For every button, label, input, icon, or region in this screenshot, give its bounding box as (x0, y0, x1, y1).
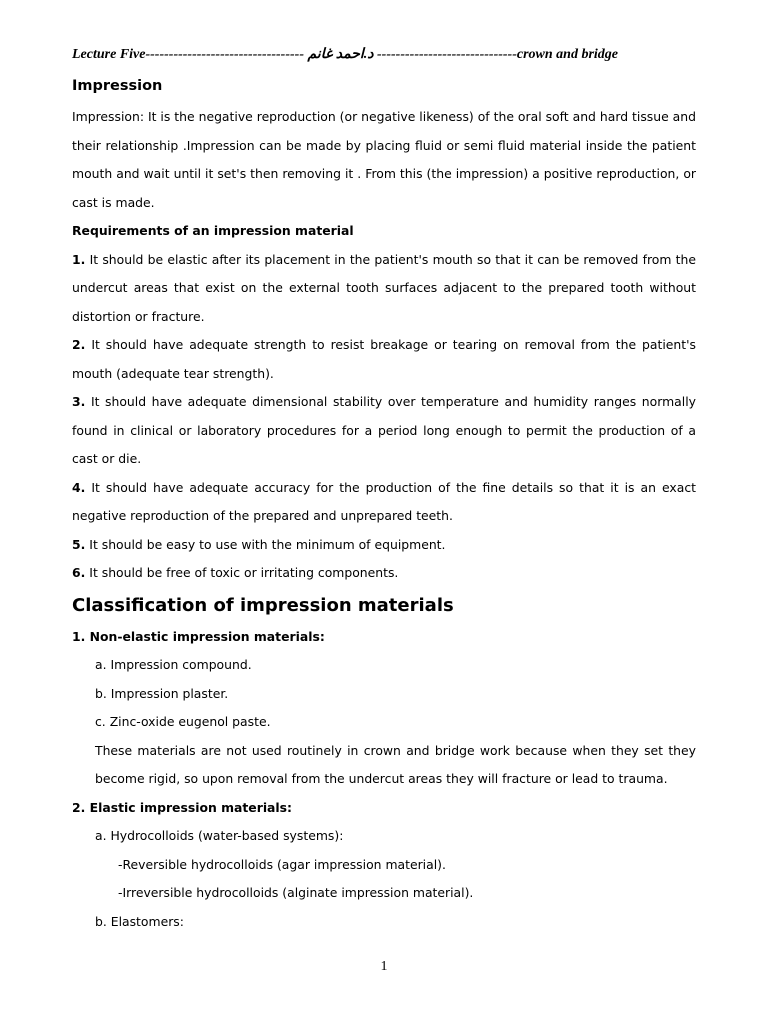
requirement-text: It should have adequate strength to resist breakage or tearing on removal from the patient's mouth (adequate tear strength). (72, 337, 696, 381)
elastic-item-b: b. Elastomers: (95, 913, 184, 929)
requirement-item (72, 559, 696, 588)
requirement-item (72, 388, 696, 474)
impression-heading: Impression (72, 78, 163, 94)
requirement-number: 4. (72, 479, 86, 495)
elastic-title: 2. Elastic impression materials: (72, 799, 293, 815)
classification-title: Classification of impression materials (72, 594, 454, 616)
requirement-number: 2. (72, 337, 86, 352)
requirements-title: Requirements of an impression material (72, 223, 354, 238)
elastic-item-a: a. Hydrocolloids (water-based systems): (95, 828, 344, 843)
page-header: Lecture Five---------------------------------- د.احمد غانم ------------------------------crown and bridge (72, 47, 619, 62)
page-number: 1 (380, 959, 388, 974)
requirement-item (72, 246, 696, 332)
non-elastic-item-a: a. Impression compound. (95, 657, 252, 672)
non-elastic-item-b: b. Impression plaster. (95, 685, 229, 701)
requirement-number: 5. (72, 536, 86, 552)
non-elastic-item-c: c. Zinc-oxide eugenol paste. (95, 714, 271, 729)
non-elastic-note: These materials are not used routinely in crown and bridge work because when they set they become rigid, so upon removal from the undercut areas they will fracture or lead to trauma. (95, 742, 696, 786)
requirement-text: It should be easy to use with the minimum of equipment. (89, 536, 446, 552)
elastic-item-a2: -Irreversible hydrocolloids (alginate impression material). (118, 885, 474, 900)
requirement-text: It should have adequate dimensional stability over temperature and humidity ranges normally found in clinical or laboratory procedures for a period long enough to permit the production of a cast or die. (72, 394, 696, 466)
requirement-text: It should be free of toxic or irritating components. (89, 565, 399, 580)
requirement-number: 1. (72, 251, 86, 267)
requirement-item (72, 331, 696, 388)
requirement-item (72, 531, 696, 560)
impression-definition: Impression: It is the negative reproduction (or negative likeness) of the oral soft and hard tissue and their relationship .Impression can be made by placing fluid or semi fluid material inside the patient mouth and wait until it set's then removing it . From this (the impression) a positive reproduction, or cast is made. (72, 109, 696, 210)
requirement-text: It should have adequate accuracy for the production of the fine details so that it is an exact negative reproduction of the prepared and unprepared teeth. (72, 479, 696, 523)
requirement-number: 3. (72, 394, 86, 409)
elastic-item-a1: -Reversible hydrocolloids (agar impression material). (118, 856, 446, 872)
non-elastic-title: 1. Non-elastic impression materials: (72, 628, 325, 644)
requirement-item (72, 474, 696, 531)
requirement-text: It should be elastic after its placement in the patient's mouth so that it can be removed from the undercut areas that exist on the external tooth surfaces adjacent to the prepared tooth without distortion or fracture. (72, 251, 696, 324)
page-content (72, 75, 696, 936)
requirement-number: 6. (72, 565, 86, 580)
